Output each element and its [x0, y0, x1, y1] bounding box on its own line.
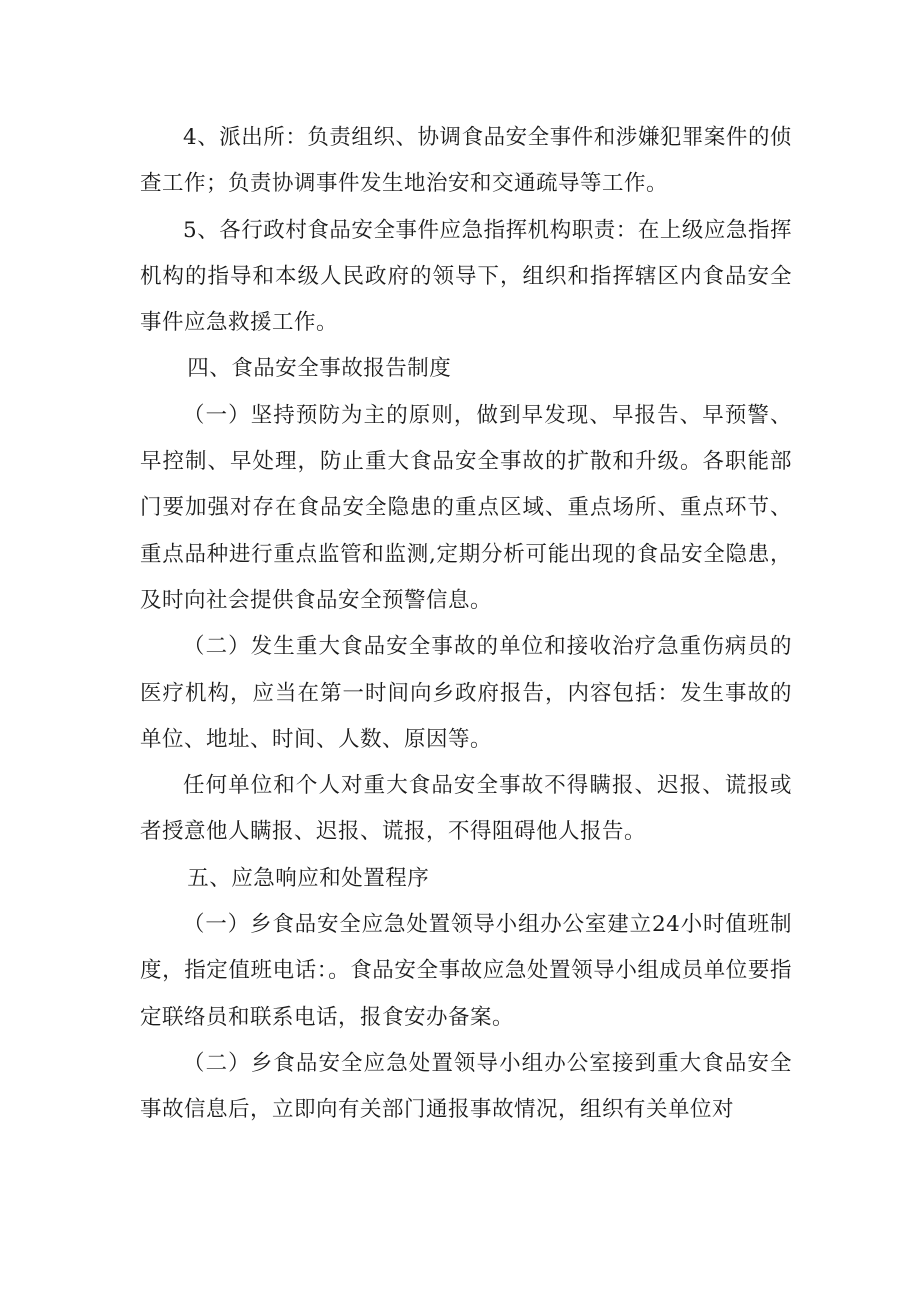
paragraph-duty-system: （一）乡食品安全应急处置领导小组办公室建立24小时值班制度，指定值班电话：。食品安全事故应急处置领导小组成员单位要指定联络员和联系电话，报食安办备案。 [140, 912, 792, 1030]
document-body [140, 115, 792, 1134]
paragraph-no-concealment: 任何单位和个人对重大食品安全事故不得瞒报、迟报、谎报或者授意他人瞒报、迟报、谎报，不得阻碍他人报告。 [140, 773, 792, 845]
section-heading-emergency-response: 五、应急响应和处置程序 [187, 865, 430, 891]
paragraph-police-station-duties: 4、派出所：负责组织、协调食品安全事件和涉嫌犯罪案件的侦查工作；负责协调事件发生地治安和交通疏导等工作。 [140, 125, 792, 197]
section-heading-incident-reporting: 四、食品安全事故报告制度 [187, 356, 452, 382]
paragraph-village-command-duties: 5、各行政村食品安全事件应急指挥机构职责：在上级应急指挥机构的指导和本级人民政府的领导下，组织和指挥辖区内食品安全事件应急救援工作。 [140, 217, 792, 336]
paragraph-prevention-principle: （一）坚持预防为主的原则，做到早发现、早报告、早预警、早控制、早处理，防止重大食品安全事故的扩散和升级。各职能部门要加强对存在食品安全隐患的重点区域、重点场所、重点环节、重点品种进行重点监管和监测,定期分析可能出现的食品安全隐患，及时向社会提供食品安全预警信息。 [140, 402, 792, 613]
paragraph-incident-reporting-requirement: （二）发生重大食品安全事故的单位和接收治疗急重伤病员的医疗机构，应当在第一时间向乡政府报告，内容包括：发生事故的单位、地址、时间、人数、原因等。 [140, 634, 792, 752]
paragraph-office-notification: （二）乡食品安全应急处置领导小组办公室接到重大食品安全事故信息后，立即向有关部门通报事故情况，组织有关单位对 [140, 1050, 792, 1123]
